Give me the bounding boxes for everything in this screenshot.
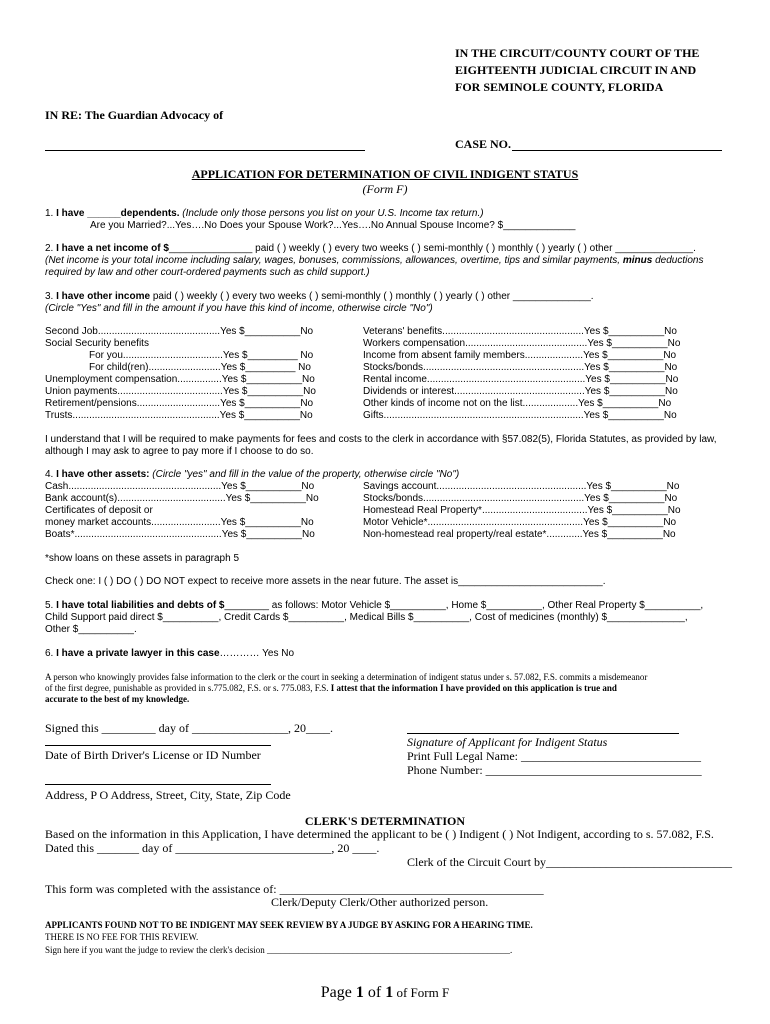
court-line-3: FOR SEMINOLE COUNTY, FLORIDA [455, 80, 664, 94]
section-6-lawyer: 6. I have a private lawyer in this case………… Yes No [45, 648, 295, 659]
income-unemployment[interactable]: Unemployment compensation................Yes $__________No [45, 374, 315, 385]
in-re-heading: IN RE: The Guardian Advocacy of [45, 108, 224, 122]
page-number: Page 1 of 1 of Form F [320, 984, 450, 1001]
income-ss-you[interactable]: For you....................................Yes $_________ No [89, 350, 314, 361]
applicant-signature-label: Signature of Applicant for Indigent Status [407, 735, 608, 749]
asset-homestead[interactable]: Homestead Real Property*......................................Yes $__________No [363, 505, 681, 516]
form-subtitle: (Form F) [362, 182, 408, 196]
income-list-left [45, 326, 316, 422]
case-no-line[interactable] [512, 150, 722, 151]
address-label: Address, P O Address, Street, City, State, Zip Code [45, 788, 291, 802]
income-ss-children[interactable]: For child(ren)..........................Yes $_________ No [89, 362, 311, 373]
income-union[interactable]: Union payments......................................Yes $__________No [45, 386, 316, 397]
false-info-warning-1: A person who knowingly provides false information to the clerk or the court in seeking a determination of indigent status under s. 57.082, F.S. commits a misdemeanor [45, 672, 648, 682]
income-stocks[interactable]: Stocks/bonds..........................................................Yes $__________No [363, 362, 678, 373]
applicant-signature-line[interactable] [407, 733, 679, 734]
income-gifts[interactable]: Gifts........................................................................Yes $__________No [363, 410, 677, 421]
section-5-liabilities: 5. I have total liabilities and debts of $________ as follows: Motor Vehicle $__________, Home $__________, Other Real Property $__________, [45, 600, 704, 611]
income-rental[interactable]: Rental income.........................................................Yes $__________No [363, 374, 679, 385]
section-3-other-income: 3. I have other income paid ( ) weekly ( ) every two weeks ( ) semi-monthly ( ) monthly ( ) yearly ( ) other ______________. [45, 291, 594, 302]
assistance-label: Clerk/Deputy Clerk/Other authorized person. [271, 895, 489, 909]
review-signature[interactable]: Sign here if you want the judge to review the clerk's decision ______________________________________________________. [45, 945, 513, 955]
court-line-2: EIGHTEENTH JUDICIAL CIRCUIT IN AND [455, 63, 697, 77]
income-second-job[interactable]: Second Job............................................Yes $__________No [45, 326, 314, 337]
section-2-note: (Net income is your total income including salary, wages, bonuses, commissions, allowances, overtime, tips and similar payments, minus deductions [45, 255, 704, 266]
case-no-label: CASE NO. [455, 137, 512, 151]
payment-understanding-2: although I may ask to agree to pay more if I choose to do so. [45, 446, 314, 457]
address-line[interactable] [45, 784, 271, 785]
clerk-determination-heading: CLERK'S DETERMINATION [304, 814, 466, 828]
false-info-warning-3: accurate to the best of my knowledge. [45, 694, 190, 704]
dob-line[interactable] [45, 745, 271, 746]
income-absent-family[interactable]: Income from absent family members.....................Yes $__________No [363, 350, 677, 361]
assets-list-left [45, 481, 319, 541]
assets-list-right [363, 481, 681, 541]
assets-footnote: *show loans on these assets in paragraph 5 [45, 553, 240, 564]
section-4-assets: 4. I have other assets: (Circle "yes" and fill in the value of the property, otherwise circle "No") [45, 469, 460, 480]
ward-name-line[interactable] [45, 150, 365, 151]
income-veterans[interactable]: Veterans' benefits...................................................Yes $__________No [363, 326, 677, 337]
review-notice: APPLICANTS FOUND NOT TO BE INDIGENT MAY SEEK REVIEW BY A JUDGE BY ASKING FOR A HEARING TIME. [45, 920, 533, 930]
asset-money-market[interactable]: money market accounts.........................Yes $__________No [45, 517, 314, 528]
payment-understanding-1: I understand that I will be required to make payments for fees and costs to the clerk in accordance with §57.082(5), Florida Statutes, as provided by law, [45, 434, 717, 445]
section-5-line-2[interactable]: Child Support paid direct $__________, Credit Cards $__________, Medical Bills $__________, Cost of medicines (monthly) $______________, [45, 612, 688, 623]
income-other-kinds[interactable]: Other kinds of income not on the list....................Yes $__________No [363, 398, 672, 409]
clerk-dated[interactable]: Dated this _______ day of __________________________, 20 ____. [45, 841, 380, 855]
asset-cd-label: Certificates of deposit or [45, 505, 153, 516]
form-title: APPLICATION FOR DETERMINATION OF CIVIL INDIGENT STATUS [191, 167, 579, 181]
income-social-security: Social Security benefits [45, 338, 149, 349]
false-info-warning-2: of the first degree, punishable as provided in s.775.082, F.S. or s. 775.083, F.S. I attest that the information I have provided on this application is true and [45, 683, 617, 693]
income-retirement[interactable]: Retirement/pensions..............................Yes $__________No [45, 398, 314, 409]
dob-label: Date of Birth Driver's License or ID Number [45, 748, 261, 762]
income-dividends[interactable]: Dividends or interest...............................................Yes $__________No [363, 386, 678, 397]
phone-field[interactable]: Phone Number: ____________________________________ [407, 763, 702, 777]
clerk-signature[interactable]: Clerk of the Circuit Court by_______________________________ [407, 855, 732, 869]
asset-stocks[interactable]: Stocks/bonds..........................................................Yes $__________No [363, 493, 678, 504]
signed-date[interactable]: Signed this _________ day of ________________, 20____. [45, 721, 333, 735]
section-2-net-income: 2. I have a net income of $_______________ paid ( ) weekly ( ) every two weeks ( ) semi-monthly ( ) monthly ( ) yearly ( ) other ______________. [45, 243, 696, 254]
asset-non-homestead[interactable]: Non-homestead real property/real estate*.............Yes $__________No [363, 529, 676, 540]
section-2-note-2: required by law and other court-ordered payments such as child support.) [45, 267, 370, 278]
clerk-determination-text[interactable]: Based on the information in this Application, I have determined the applicant to be ( ) Indigent ( ) Not Indigent, according to s. 57.082, F.S. [45, 827, 714, 841]
future-assets-check[interactable]: Check one: I ( ) DO ( ) DO NOT expect to receive more assets in the near future. The asset is__________________________. [45, 576, 606, 587]
section-1-dependents: 1. I have ______dependents. (Include only those persons you list on your U.S. Income tax return.) [45, 208, 484, 219]
asset-cash[interactable]: Cash.......................................................Yes $__________No [45, 481, 315, 492]
section-1-spouse: Are you Married?...Yes….No Does your Spouse Work?...Yes….No Annual Spouse Income? $_____________ [90, 220, 576, 231]
income-list-right [363, 326, 680, 422]
asset-boats[interactable]: Boats*.....................................................Yes $__________No [45, 529, 315, 540]
asset-motor-vehicle[interactable]: Motor Vehicle*........................................................Yes $__________No [363, 517, 677, 528]
section-5-line-3[interactable]: Other $__________. [45, 624, 137, 635]
court-line-1: IN THE CIRCUIT/COUNTY COURT OF THE [455, 46, 700, 60]
print-name-field[interactable]: Print Full Legal Name: ______________________________ [407, 749, 701, 763]
assistance-field[interactable]: This form was completed with the assistance of: ____________________________________________ [45, 882, 544, 896]
income-trusts[interactable]: Trusts.....................................................Yes $__________No [45, 410, 313, 421]
income-workers-comp[interactable]: Workers compensation............................................Yes $__________No [363, 338, 681, 349]
section-3-note: (Circle "Yes" and fill in the amount if you have this kind of income, otherwise circle "No") [45, 303, 433, 314]
asset-bank-accounts[interactable]: Bank account(s).......................................Yes $__________No [45, 493, 319, 504]
asset-savings[interactable]: Savings account......................................................Yes $__________No [363, 481, 680, 492]
no-fee-notice: THERE IS NO FEE FOR THIS REVIEW. [45, 932, 199, 942]
